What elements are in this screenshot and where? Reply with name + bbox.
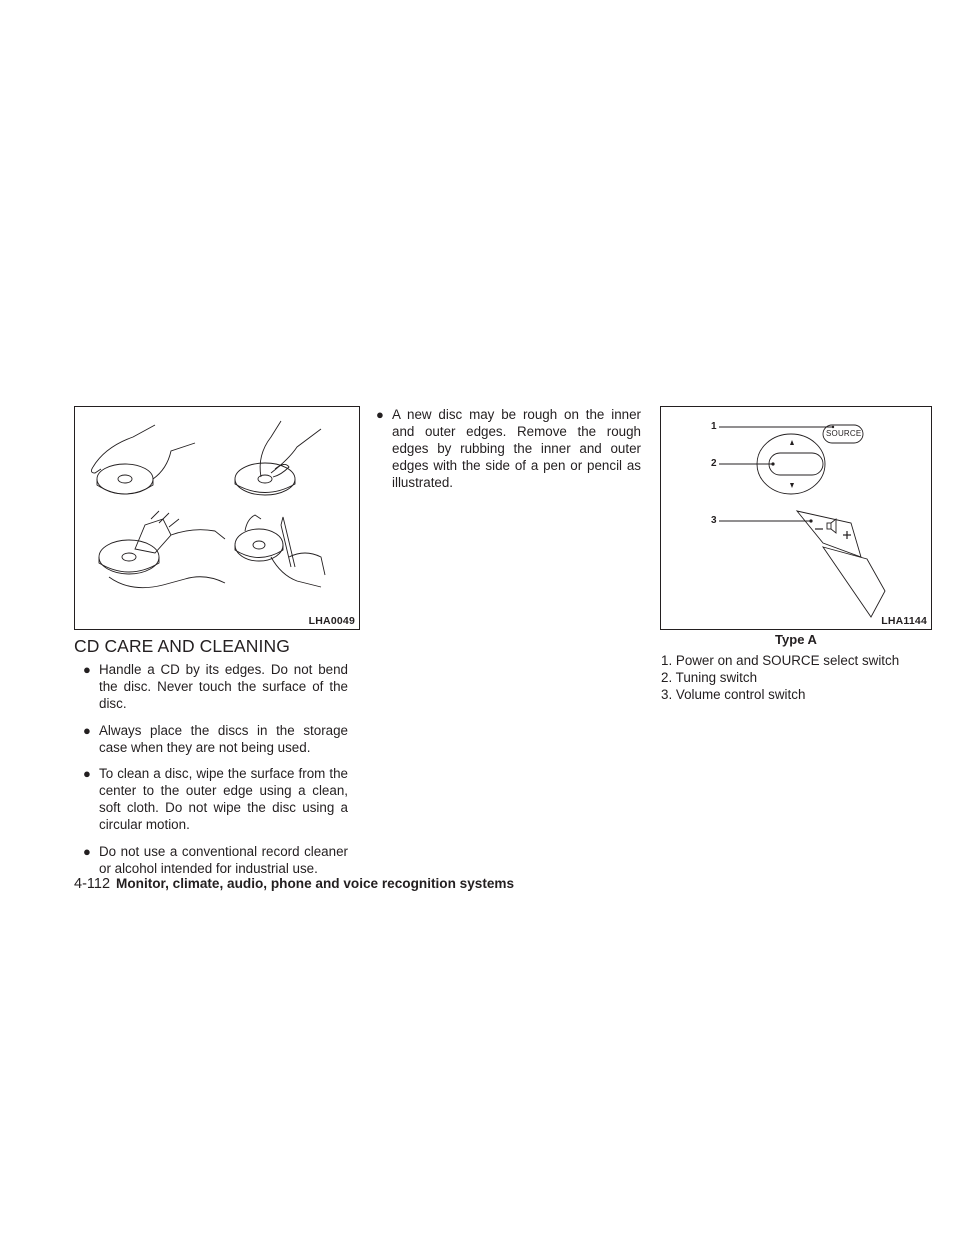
bullet-icon: ●	[83, 766, 91, 781]
bullet-icon: ●	[376, 407, 384, 422]
source-label: SOURCE	[826, 429, 862, 438]
steering-switch-figure	[660, 406, 932, 630]
list-item: ● Do not use a conventional record cleaner or alcohol intended for industrial use.	[83, 843, 348, 876]
figure-code: LHA1144	[881, 615, 927, 627]
cd-handling-illustration-icon	[75, 407, 359, 629]
cd-care-list	[74, 661, 348, 886]
bullet-icon: ●	[83, 662, 91, 677]
switch-legend	[661, 652, 951, 703]
callout-3: 3	[711, 515, 717, 526]
list-item: 1. Power on and SOURCE select switch	[661, 653, 900, 668]
figure-code: LHA0049	[308, 615, 355, 627]
list-item: 2. Tuning switch	[661, 670, 758, 685]
page-number: 4-112	[74, 876, 111, 892]
page-footer	[74, 876, 514, 892]
bullet-icon: ●	[83, 843, 91, 859]
cd-care-figure	[74, 406, 360, 630]
list-item: ● A new disc may be rough on the inner and outer edges. Remove the rough edges by rubbing the inner and outer edges with the side of a pen or pencil as illustrated.	[376, 407, 641, 490]
list-item: 3. Volume control switch	[661, 687, 806, 702]
steering-audio-switch-diagram-icon	[661, 407, 931, 629]
list-item: ● To clean a disc, wipe the surface from the center to the outer edge using a clean, soft cloth. Do not wipe the disc using a circular motion.	[83, 766, 348, 832]
section-title: CD CARE AND CLEANING	[74, 636, 290, 656]
list-item: ● Handle a CD by its edges. Do not bend the disc. Never touch the surface of the disc.	[83, 662, 348, 711]
chapter-title: Monitor, climate, audio, phone and voice recognition systems	[116, 876, 515, 891]
figure-caption: Type A	[775, 632, 817, 647]
list-item: ● Always place the discs in the storage case when they are not being used.	[83, 722, 348, 755]
callout-1: 1	[711, 421, 717, 432]
callout-2: 2	[711, 458, 717, 469]
bullet-icon: ●	[83, 722, 91, 738]
new-disc-list	[367, 406, 641, 501]
